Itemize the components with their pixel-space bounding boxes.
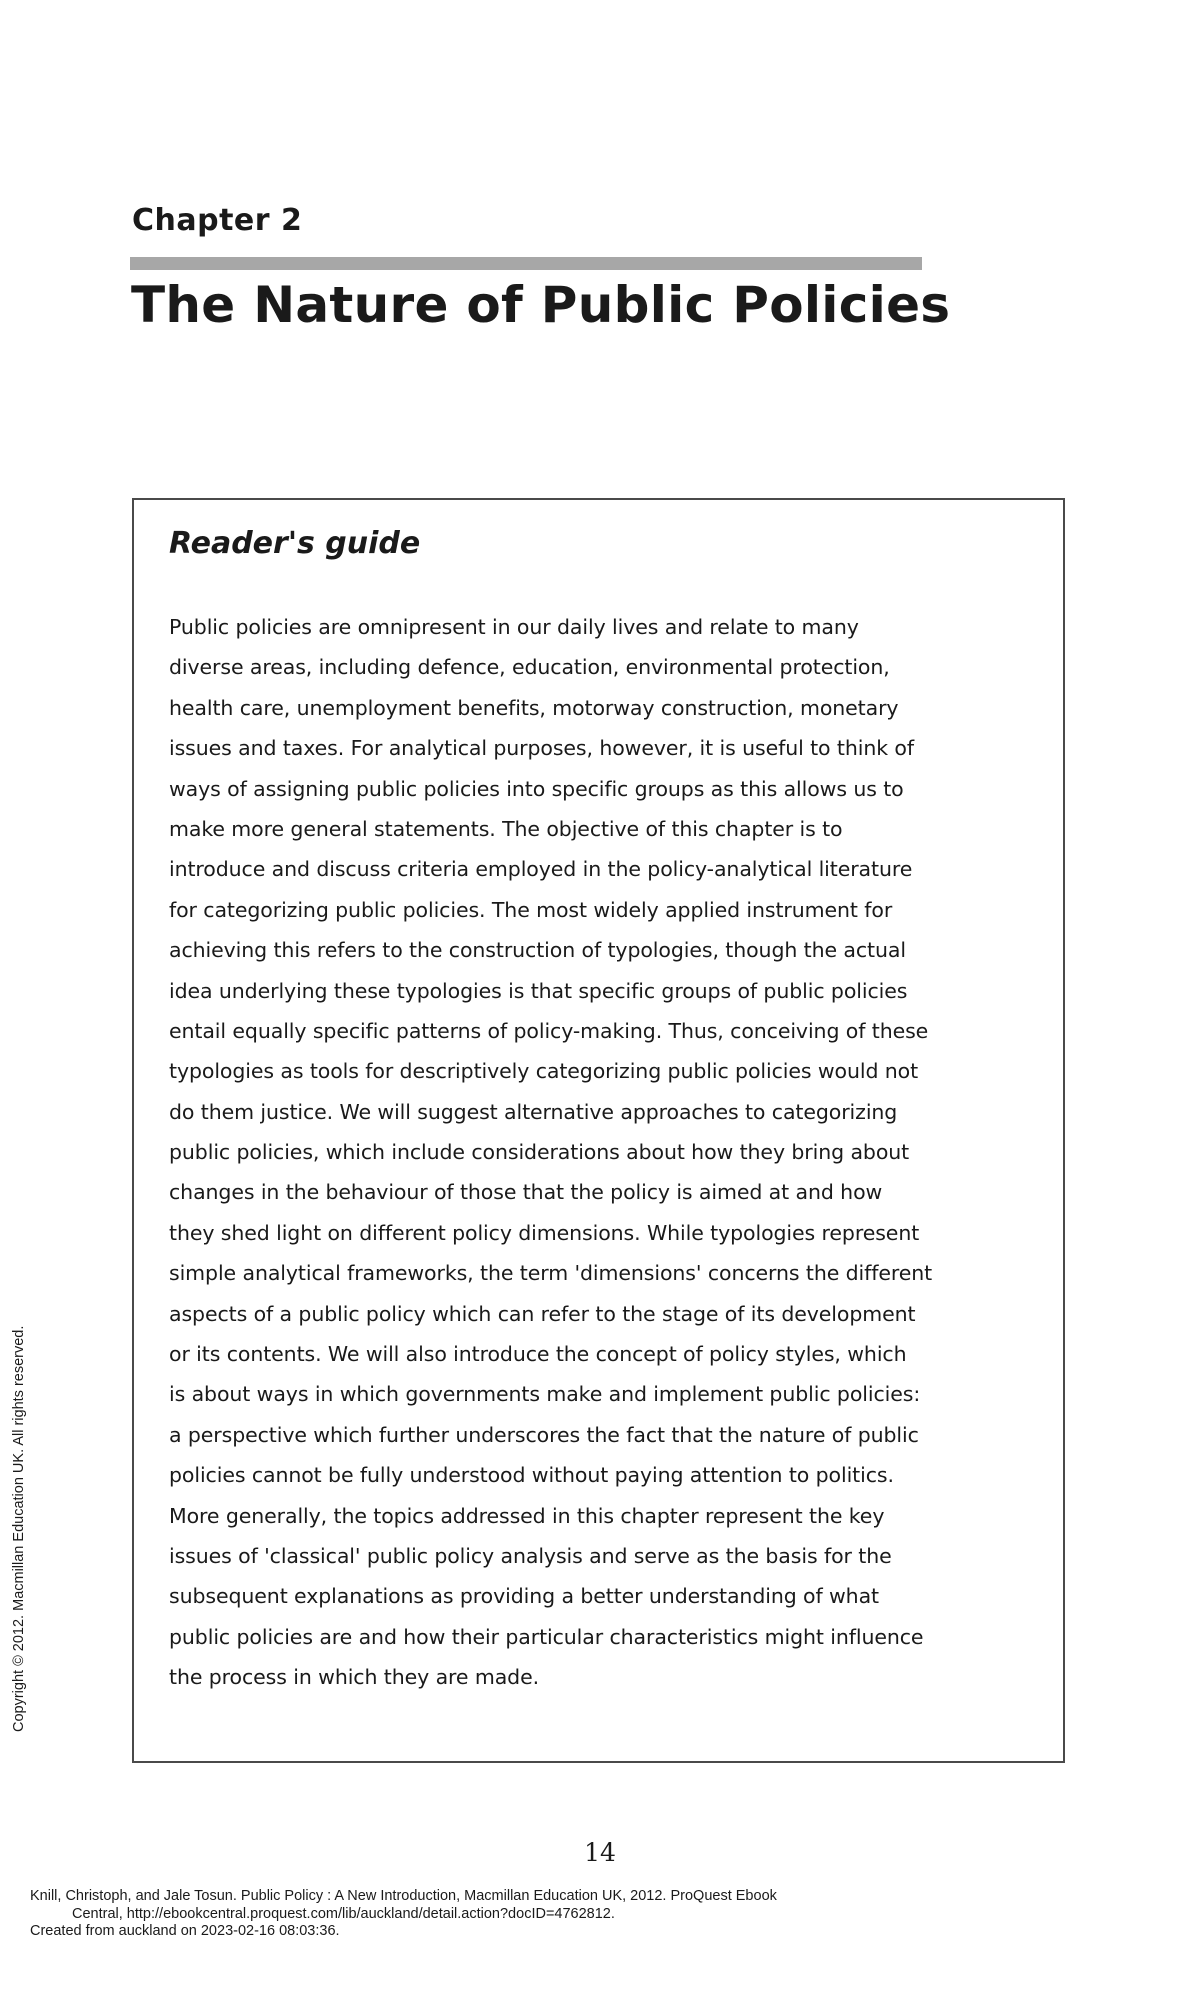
citation-line: Knill, Christoph, and Jale Tosun. Public Policy : A New Introduction, Macmillan Education UK, 2012. ProQuest Ebook [30,1888,777,1904]
guide-text-line: the process in which they are made. [169,1665,540,1690]
guide-text-line: More generally, the topics addressed in this chapter represent the key [169,1503,885,1528]
guide-text-line: do them justice. We will suggest alternative approaches to categorizing [169,1099,898,1124]
readers-guide-box [132,498,1065,1763]
guide-text-line: achieving this refers to the construction of typologies, though the actual [169,938,906,963]
guide-text-line: policies cannot be fully understood without paying attention to politics. [169,1463,894,1488]
guide-text-line: public policies, which include considerations about how they bring about [169,1140,910,1165]
guide-text-line: Public policies are omnipresent in our daily lives and relate to many [169,615,859,639]
guide-text-line: changes in the behaviour of those that the policy is aimed at and how [169,1180,883,1205]
guide-text-line: is about ways in which governments make and implement public policies: [169,1382,921,1407]
guide-text-line: introduce and discuss criteria employed in the policy-analytical literature [169,857,913,882]
guide-text-line: make more general statements. The objective of this chapter is to [169,816,843,841]
citation-created-line: Created from auckland on 2023-02-16 08:03:36. [30,1923,340,1939]
guide-text-line: or its contents. We will also introduce the concept of policy styles, which [169,1342,907,1367]
guide-text-line: they shed light on different policy dimensions. While typologies represent [169,1220,920,1245]
guide-text-line: ways of assigning public policies into specific groups as this allows us to [169,776,904,801]
guide-text-line: entail equally specific patterns of policy-making. Thus, conceiving of these [169,1018,929,1043]
citation-line: Central, http://ebookcentral.proquest.com/lib/auckland/detail.action?docID=4762812. [72,1905,615,1922]
copyright-notice: Copyright © 2012. Macmillan Education UK. All rights reserved. [11,1325,27,1732]
page-number: 14 [584,1838,616,1867]
guide-text-line: subsequent explanations as providing a better understanding of what [169,1584,879,1609]
chapter-title: The Nature of Public Policies [131,276,951,334]
readers-guide-heading: Reader's guide [169,526,421,561]
guide-text-line: diverse areas, including defence, education, environmental protection, [169,655,890,680]
guide-text-line: issues and taxes. For analytical purposes, however, it is useful to think of [169,736,914,761]
readers-guide-text [169,607,1039,1698]
citation-footer [30,1888,777,1941]
guide-text-line: health care, unemployment benefits, motorway construction, monetary [169,695,899,720]
guide-text-line: for categorizing public policies. The most widely applied instrument for [169,897,893,922]
guide-text-line: idea underlying these typologies is that specific groups of public policies [169,978,908,1003]
guide-text-line: public policies are and how their particular characteristics might influence [169,1624,924,1649]
guide-text-line: a perspective which further underscores the fact that the nature of public [169,1422,919,1447]
guide-text-line: issues of 'classical' public policy analysis and serve as the basis for the [169,1543,892,1568]
guide-text-line: aspects of a public policy which can refer to the stage of its development [169,1301,916,1326]
chapter-divider [130,257,922,270]
chapter-label: Chapter 2 [132,203,303,238]
guide-text-line: simple analytical frameworks, the term 'dimensions' concerns the different [169,1261,933,1286]
guide-text-line: typologies as tools for descriptively categorizing public policies would not [169,1059,919,1084]
